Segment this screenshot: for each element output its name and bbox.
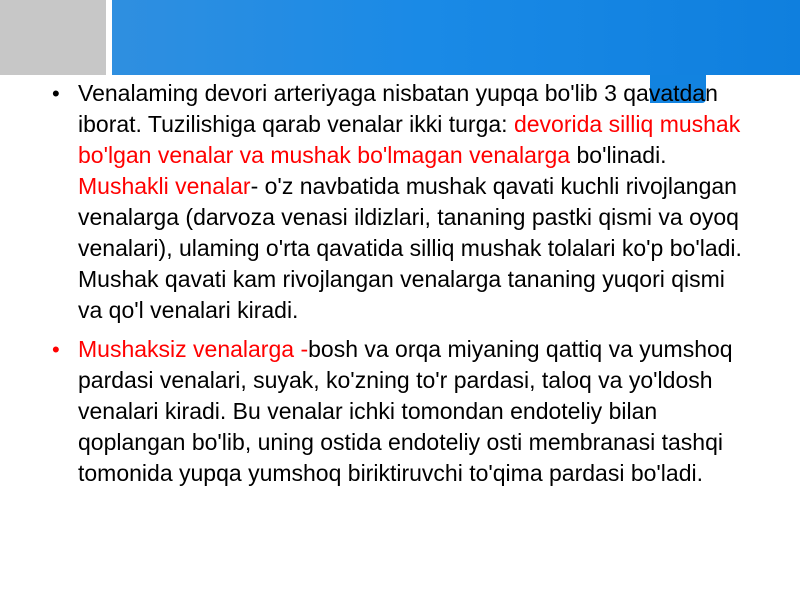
bullet-text-1-seg-3: bo'linadi. [570, 142, 667, 168]
bullet-item-2 [50, 334, 750, 489]
bullet-dot-icon: • [52, 337, 60, 362]
bullet-dot-icon: • [52, 81, 60, 106]
bullet-text-1-seg-4: Mushakli venalar [78, 173, 251, 199]
bullet-item-1 [50, 78, 750, 326]
bullet-text-1-seg-1: Venalaming devori arteriyaga nisbatan yupqa bo'lib 3 qavatdan iborat. Tuzilishiga qarab venalar ikki turga: [78, 80, 718, 137]
bullet-text-2-seg-2: bosh va orqa miyaning qattiq va yumshoq pardasi venalari, suyak, ko'zning to'r pardasi, taloq va yo'ldosh venalari kiradi. Bu venalar ichki tomondan endoteliy bilan qoplangan bo'lib, uning ostida endoteliy osti membranasi tashqi tomonida yupqa yumshoq biriktiruvchi to'qima pardasi bo'ladi. [78, 336, 733, 486]
bullet-text-1-seg-5: - o'z navbatida mushak qavati kuchli rivojlangan venalarga (darvoza venasi ildizlari, tananing pastki qismi va oyoq venalari), ulaming o'rta qavatida silliq mushak tolalari ko'p bo'ladi. Mushak qavati kam rivojlangan venalarga tananing yuqori qismi va qo'l venalari kiradi. [78, 173, 742, 323]
header-gray-block [0, 0, 106, 75]
bullet-text-2-seg-1: Mushaksiz venalarga - [78, 336, 309, 362]
header-blue-banner [112, 0, 800, 75]
bullet-text-1-seg-2: devorida silliq mushak bo'lgan venalar va mushak bo'lmagan venalarga [78, 111, 741, 168]
slide-content [50, 78, 750, 497]
